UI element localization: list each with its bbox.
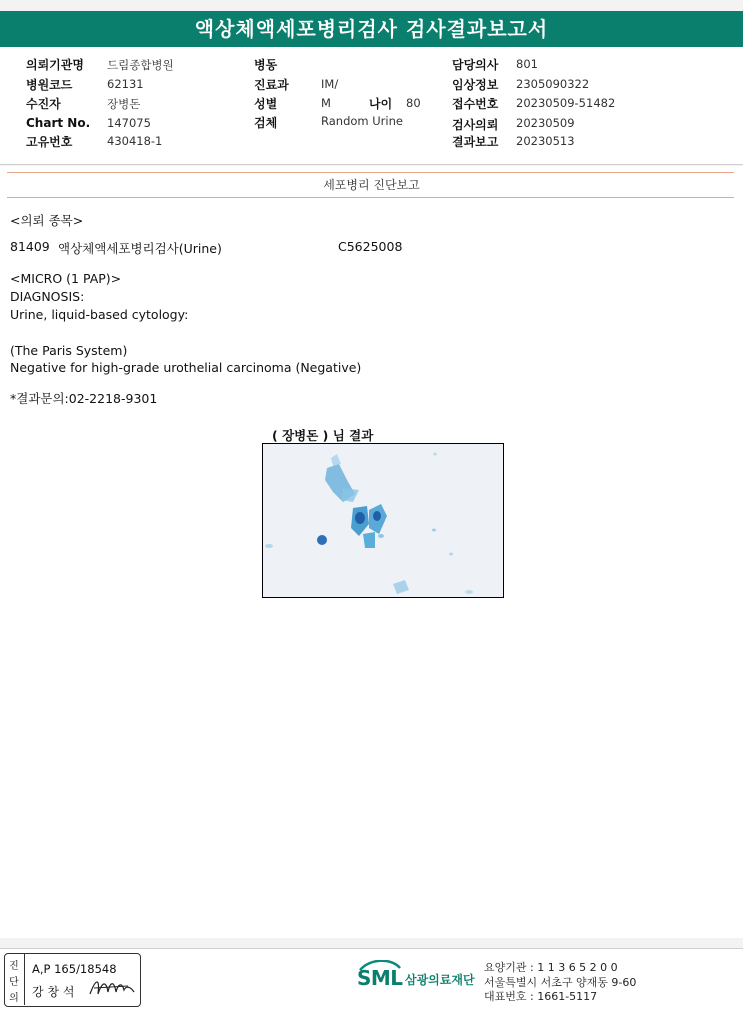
info-label-sex: 성별 <box>254 97 278 111</box>
info-label-ward: 병동 <box>254 58 278 72</box>
info-label-hospital-code: 병원코드 <box>26 78 73 92</box>
info-label-accession-no: 접수번호 <box>452 97 499 111</box>
organization-name: 삼광의료재단 <box>405 973 475 987</box>
info-value-clinical-info: 2305090322 <box>516 77 590 91</box>
info-value-doctor: 801 <box>516 57 538 71</box>
cytology-image <box>262 443 504 598</box>
micro-header: <MICRO (1 PAP)> <box>10 271 122 286</box>
pathologist-signature <box>88 974 136 1000</box>
signature-vertical-char-2: 단 <box>9 977 19 988</box>
paris-system-line: (The Paris System) <box>10 343 128 358</box>
info-label-chart-no: Chart No. <box>26 116 91 130</box>
signature-vertical-char-3: 의 <box>9 993 19 1004</box>
info-label-specimen: 검체 <box>254 116 278 130</box>
sml-logo-text: SML <box>357 966 403 990</box>
info-value-patient: 장병돈 <box>107 97 141 111</box>
info-value-report-date: 20230513 <box>516 134 575 148</box>
section-rule-bottom <box>7 197 734 198</box>
info-value-accession-no: 20230509-51482 <box>516 96 616 110</box>
institution-code: 요양기관 : 1 1 3 6 5 2 0 0 <box>484 961 618 974</box>
image-caption: ( 장병돈 ) 님 결과 <box>272 428 374 443</box>
request-header: <의뢰 종목> <box>10 213 84 228</box>
diagnosis-label: DIAGNOSIS: <box>10 289 85 304</box>
info-value-department: IM/ <box>321 77 339 91</box>
info-value-chart-no: 147075 <box>107 116 151 130</box>
info-value-request-date: 20230509 <box>516 116 575 130</box>
signature-vertical-char-1: 진 <box>9 961 19 972</box>
contact-line: *결과문의:02-2218-9301 <box>10 391 158 406</box>
info-value-unique-no: 430418-1 <box>107 134 163 148</box>
info-value-specimen: Random Urine <box>321 114 403 128</box>
specimen-code: C5625008 <box>338 239 403 254</box>
info-label-institution: 의뢰기관명 <box>26 58 84 72</box>
report-title: 액상체액세포병리검사 검사결과보고서 <box>0 11 743 47</box>
info-label-report-date: 결과보고 <box>452 135 499 149</box>
info-value-hospital-code: 62131 <box>107 77 144 91</box>
info-value-sex: M <box>321 96 331 110</box>
info-label-unique-no: 고유번호 <box>26 135 73 149</box>
section-title: 세포병리 진단보고 <box>323 178 420 192</box>
pathologist-name: 강 창 석 <box>32 985 75 999</box>
cytology-cells <box>263 444 503 597</box>
info-label-request-date: 검사의뢰 <box>452 118 499 132</box>
test-code: 81409 <box>10 239 50 254</box>
info-value-institution: 드림종합병원 <box>107 58 174 72</box>
test-name: 액상체액세포병리검사(Urine) <box>58 241 222 256</box>
info-label-patient: 수진자 <box>26 97 61 111</box>
section-rule-top <box>7 172 734 173</box>
info-label-doctor: 담당의사 <box>452 58 499 72</box>
pathologist-id: A,P 165/18548 <box>32 962 117 976</box>
organization-address: 서울특별시 서초구 양재동 9-60 <box>484 976 637 989</box>
info-label-department: 진료과 <box>254 78 289 92</box>
specimen-line: Urine, liquid-based cytology: <box>10 307 189 322</box>
info-label-age: 나이 <box>369 97 393 111</box>
diagnosis-result: Negative for high-grade urothelial carcinoma (Negative) <box>10 360 362 375</box>
info-value-age: 80 <box>406 96 421 110</box>
organization-phone: 대표번호 : 1661-5117 <box>484 990 598 1003</box>
info-label-clinical-info: 임상정보 <box>452 78 499 92</box>
